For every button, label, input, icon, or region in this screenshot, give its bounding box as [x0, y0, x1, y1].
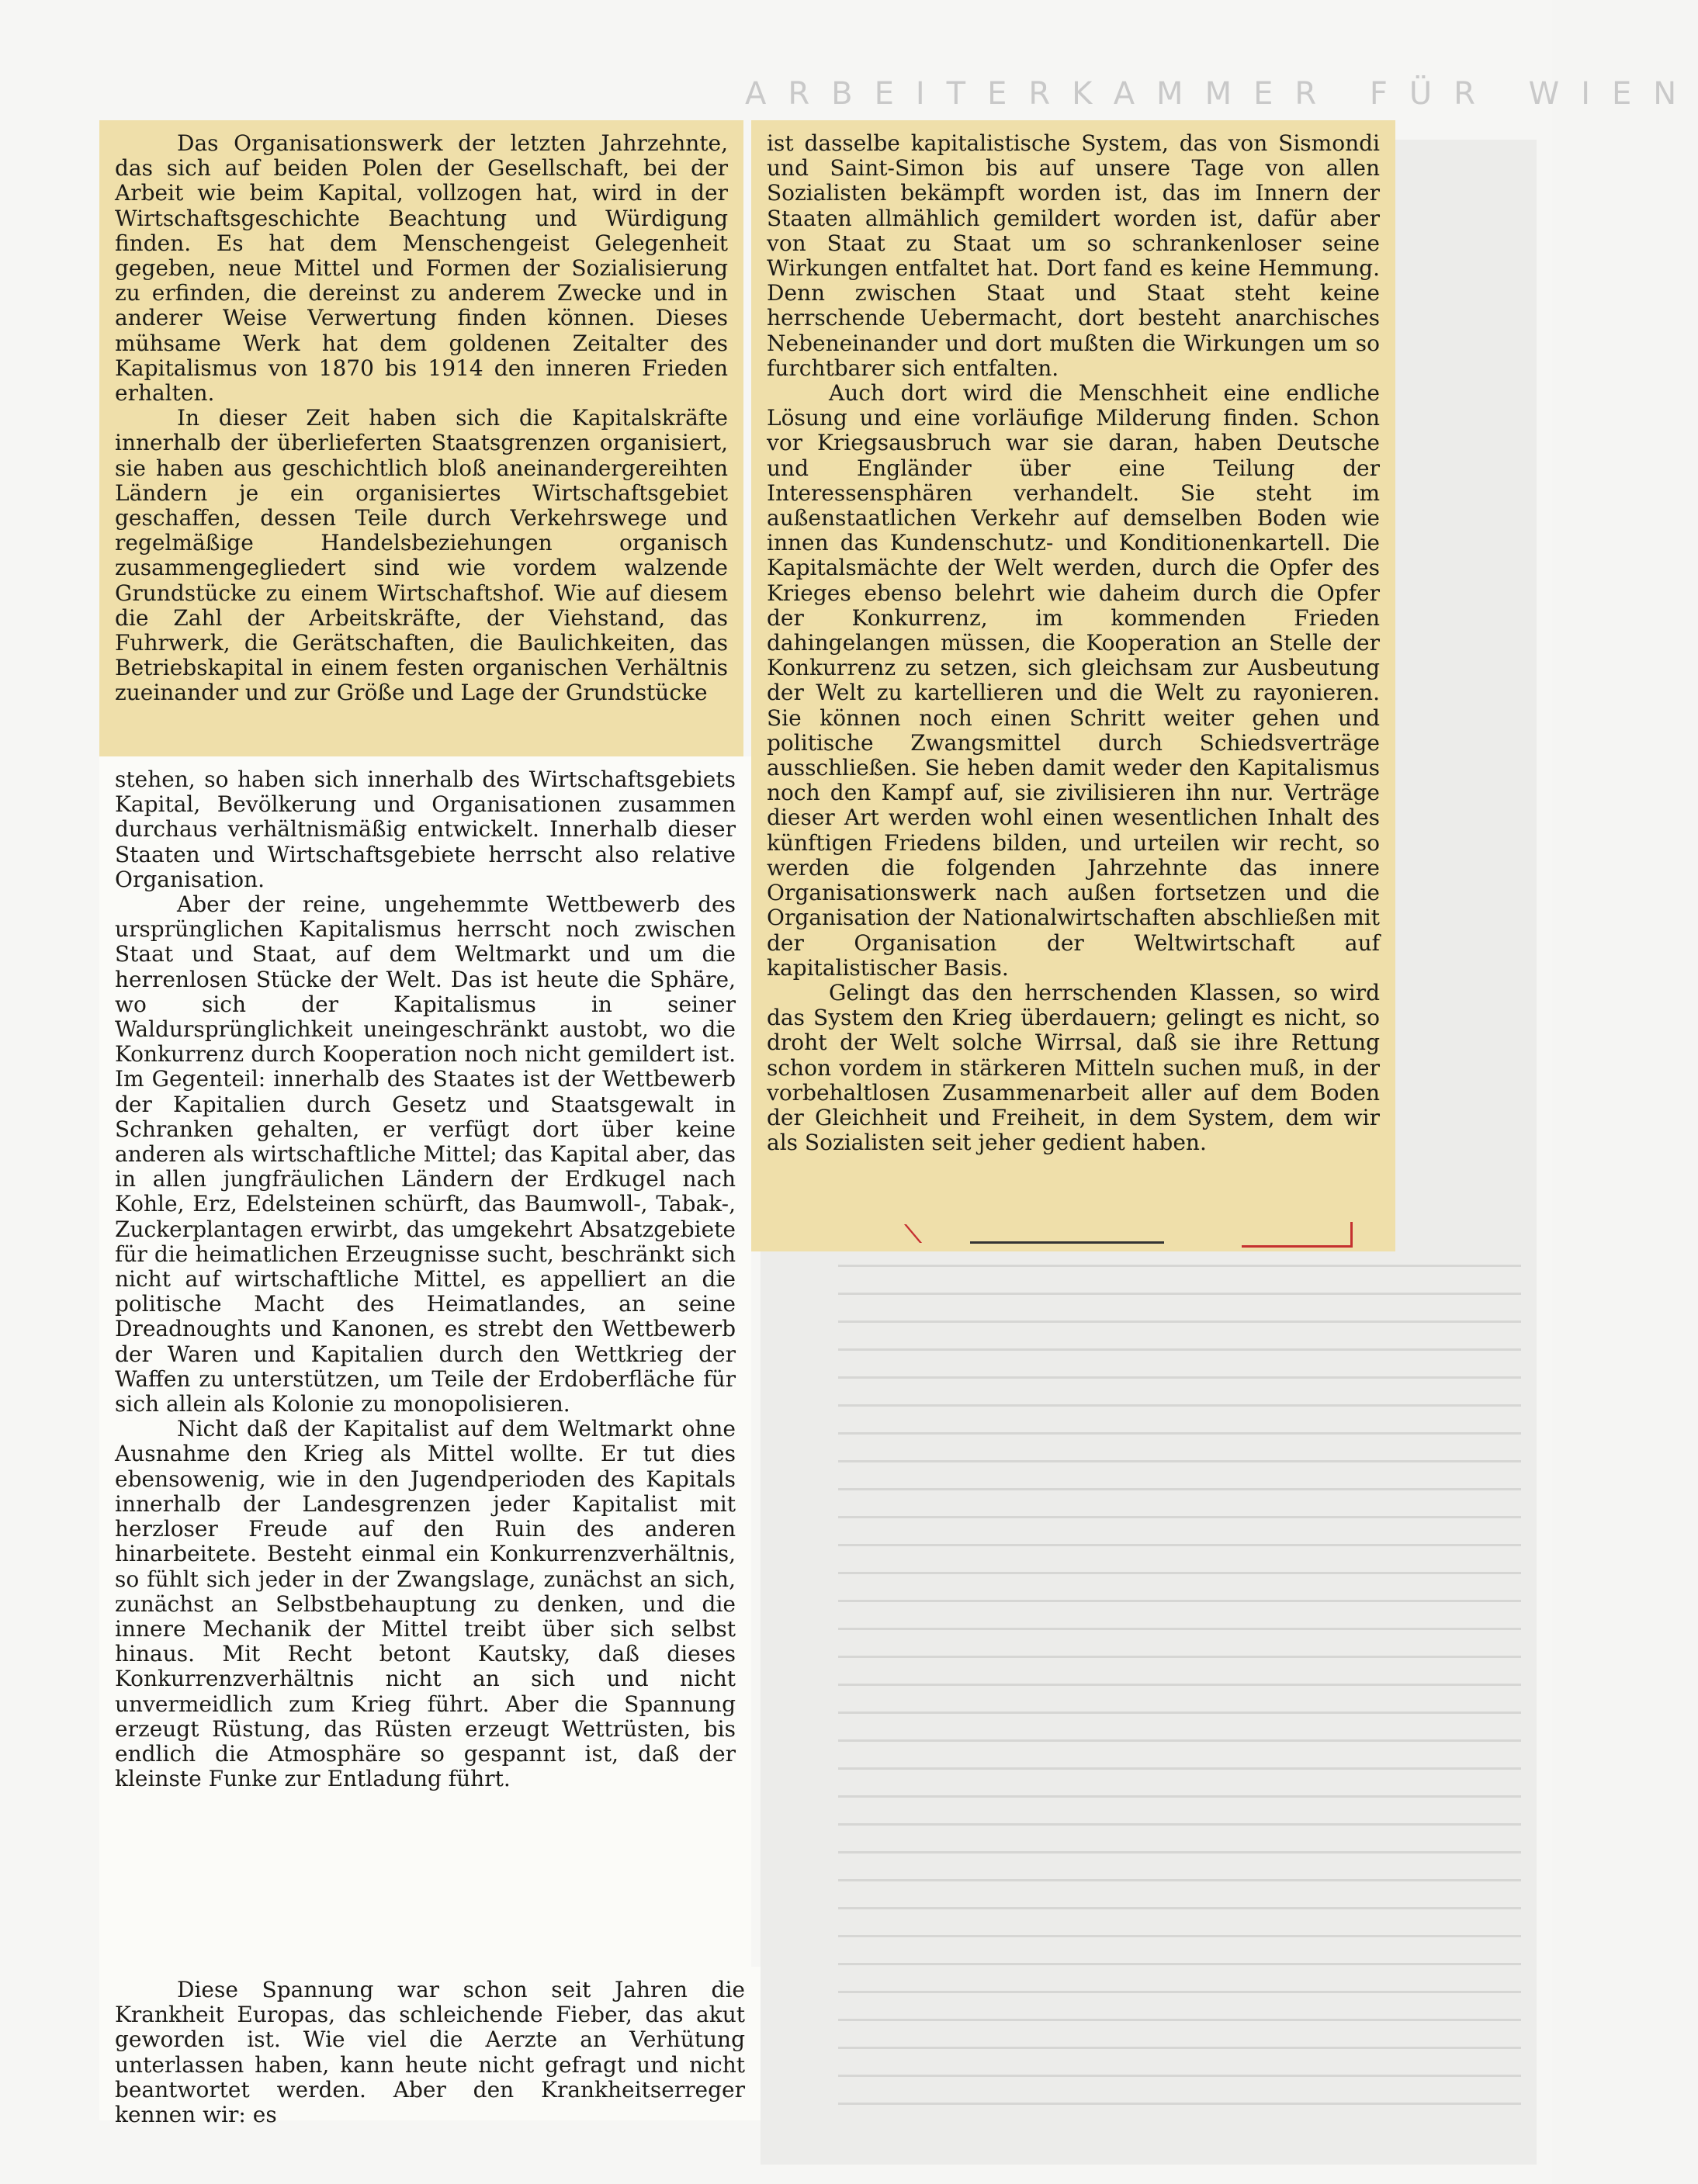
end-rule: [970, 1241, 1164, 1244]
clipping-column-left-middle: [99, 756, 751, 1967]
article-paragraph: stehen, so haben sich innerhalb des Wirtschaftsgebiets Kapital, Bevölkerung und Organisationen zusammen durchaus verhältnismäßig entwickelt. Innerhalb dieser Staaten und Wirtschaftsgebiete herrscht also relative Organisation.: [115, 767, 736, 892]
article-paragraph: In dieser Zeit haben sich die Kapitalskräfte innerhalb der überlieferten Staatsgrenzen organisiert, sie haben aus geschichtlich bloß aneinandergereihten Ländern je ein organisiertes Wirtschaftsgebiet geschaffen, dessen Teile durch Verkehrswege und regelmäßige Handelsbeziehungen organisch zusammengegliedert sind wie vordem walzende Grundstücke zu einem Wirtschaftshof. Wie auf diesem die Zahl der Arbeitskräfte, der Viehstand, das Fuhrwerk, die Gerätschaften, die Baulichkeiten, das Betriebskapital in einem festen organischen Verhältnis zueinander und zur Größe und Lage der Grundstücke: [115, 405, 728, 706]
article-paragraph: ist dasselbe kapitalistische System, das von Sismondi und Saint-Simon bis auf unsere Tage von allen Sozialisten bekämpft worden ist, das im Innern der Staaten allmählich gemildert worden ist, dafür aber von Staat zu Staat um so schrankenloser seine Wirkungen entfaltet hat. Dort fand es keine Hemmung. Denn zwischen Staat und Staat steht keine herrschende Uebermacht, dort besteht anarchisches Nebeneinander und dort mußten die Wirkungen um so furchtbarer sich entfalten.: [767, 130, 1380, 381]
article-paragraph: Nicht daß der Kapitalist auf dem Weltmarkt ohne Ausnahme den Krieg als Mittel wollte. Er tut dies ebensowenig, wie in den Jugendperioden des Kapitals innerhalb der Landesgrenzen jeder Kapitalist mit herzloser Freude auf den Ruin des anderen hinarbeitete. Besteht einmal ein Konkurrenzverhältnis, so fühlt sich jeder in der Zwangslage, zunächst an sich, zunächst an Selbstbehauptung zu denken, und die innere Mechanik der Mittel treibt über sich selbst hinaus. Mit Recht betont Kautsky, daß dieses Konkurrenzverhältnis nicht an sich und nicht unvermeidlich zum Krieg führt. Aber die Spannung erzeugt Rüstung, das Rüsten erzeugt Wettrüsten, bis endlich die Atmosphäre so gespannt ist, daß der kleinste Funke zur Entladung führt.: [115, 1416, 736, 1792]
institution-stamp: ARBEITERKAMMER FÜR WIEN: [745, 76, 1698, 112]
article-paragraph: Auch dort wird die Menschheit eine endliche Lösung und eine vorläufige Milderung finden. Schon vor Kriegsausbruch war sie daran, haben Deutsche und Engländer über eine Teilung der Interessensphären verhandelt. Sie steht im außenstaatlichen Verkehr auf demselben Boden wie innen das Kundenschutz- und Konditionenkartell. Die Kapitalsmächte der Welt werden, durch die Opfer des Krieges ebenso belehrt wie daheim durch die Opfer der Konkurrenz, im kommenden Frieden dahingelangen müssen, die Kooperation an Stelle der Konkurrenz zu setzen, sich gleichsam zur Ausbeutung der Welt zu kartellieren und die Welt zu rayonieren. Sie können noch einen Schritt weiter gehen und politische Zwangsmittel durch Schiedsverträge ausschließen. Sie heben damit weder den Kapitalismus noch den Kampf auf, sie zivilisieren ihn nur. Verträge dieser Art werden wohl einen wesentlichen Inhalt des künftigen Friedens bilden, und urteilen wir recht, so werden die folgenden Jahrzehnte das innere Organisationswerk nach außen fortsetzen und die Organisation der Nationalwirtschaften abschließen mit der Organisation der Weltwirtschaft auf kapitalistischer Basis.: [767, 380, 1380, 981]
article-paragraph: Diese Spannung war schon seit Jahren die Krankheit Europas, das schleichende Fieber, das akut geworden ist. Wie viel die Aerzte an Verhütung unterlassen haben, kann heute nicht gefragt und nicht beantwortet werden. Aber den Krankheitserreger kennen wir: es: [115, 1977, 745, 2128]
underlying-faded-text: [838, 1265, 1521, 2157]
clipping-column-left-bottom: [99, 1967, 761, 2128]
clipping-column-left-top: [99, 120, 743, 756]
red-pencil-mark-right: [1242, 1222, 1353, 1248]
article-paragraph: Das Organisationswerk der letzten Jahrzehnte, das sich auf beiden Polen der Gesellschaft, bei der Arbeit wie beim Kapital, vollzogen hat, wird in der Wirtschaftsgeschichte Beachtung und Würdigung finden. Es hat dem Menschengeist Gelegenheit gegeben, neue Mittel und Formen der Sozialisierung zu erfinden, die dereinst zu anderem Zwecke und in anderer Weise Verwertung finden können. Dieses mühsame Werk hat dem goldenen Zeitalter des Kapitalismus von 1870 bis 1914 den inneren Frieden erhalten.: [115, 130, 728, 407]
clipping-column-right: [751, 120, 1395, 1251]
article-paragraph: Gelingt das den herrschenden Klassen, so wird das System den Krieg überdauern; gelingt es nicht, so droht der Welt solche Wirrsal, daß sie ihre Rettung schon vordem in stärkeren Mitteln suchen muß, in der vorbehaltlosen Zusammenarbeit aller auf dem Boden der Gleichheit und Freiheit, in dem System, dem wir als Sozialisten seit jeher gedient haben.: [767, 979, 1380, 1156]
article-paragraph: Aber der reine, ungehemmte Wettbewerb des ursprünglichen Kapitalismus herrscht noch zwischen Staat und Staat, auf dem Weltmarkt und um die herrenlosen Stücke der Welt. Das ist heute die Sphäre, wo sich der Kapitalismus in seiner Waldursprünglichkeit uneingeschränkt austobt, wo die Konkurrenz durch Kooperation noch nicht gemildert ist. Im Gegenteil: innerhalb des Staates ist der Wettbewerb der Kapitalien durch Gesetz und Staatsgewalt in Schranken gehalten, er verfügt dort über keine anderen als wirtschaftliche Mittel; das Kapital aber, das in allen jungfräulichen Ländern der Erdkugel nach Kohle, Erz, Edelsteinen schürft, das Baumwoll-, Tabak-, Zuckerplantagen erwirbt, das umgekehrt Absatzgebiete für die heimatlichen Erzeugnisse sucht, beschränkt sich nicht auf wirtschaftliche Mittel, es appelliert an die politische Macht des Heimatlandes, an seine Dreadnoughts und Kanonen, es strebt den Wettbewerb der Waren und Kapitalien durch den Wettkrieg der Waffen zu unterstützen, um Teile der Erdoberfläche für sich allein als Kolonie zu monopolisieren.: [115, 891, 736, 1417]
